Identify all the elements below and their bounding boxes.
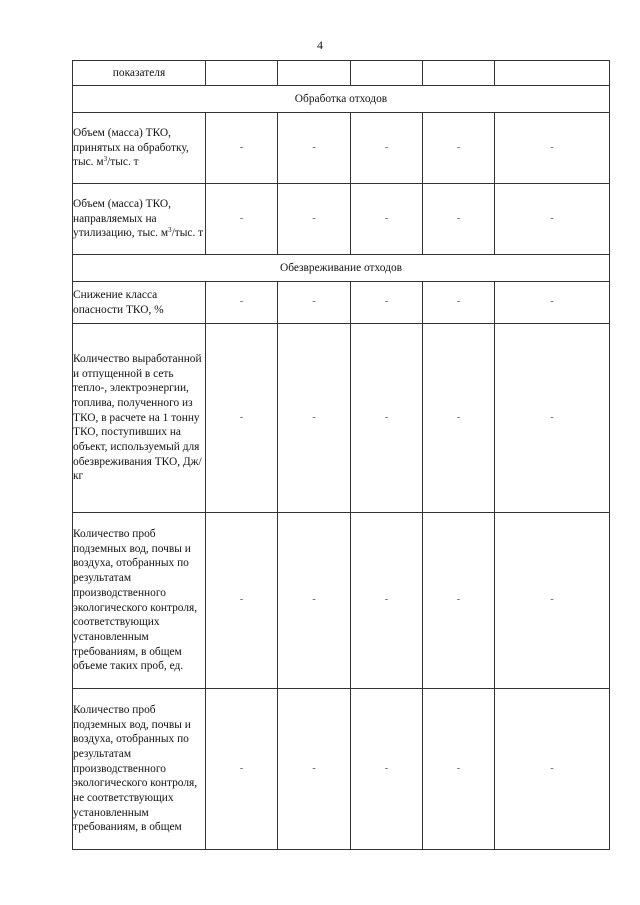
- row-label: Количество проб подземных вод, почвы и воздуха, отобранных по результатам производственного экологического контроля, соответствующих установленным требованиям, в общем объеме таких проб, ед.: [73, 513, 206, 689]
- value-cell: -: [351, 184, 423, 255]
- value-cell: -: [278, 113, 351, 184]
- section-title-processing: Обработка отходов: [73, 86, 610, 113]
- indicators-table: [72, 60, 610, 850]
- row-label: Количество выработанной и отпущенной в сеть тепло-, электроэнергии, топлива, полученного из ТКО, в расчете на 1 тонну ТКО, поступивших на объект, используемый для обезвреживания ТКО, Дж/кг: [73, 324, 206, 513]
- value-cell: -: [206, 184, 278, 255]
- row-label: Объем (масса) ТКО, принятых на обработку, тыс. $м^3$/тыс. т: [73, 113, 206, 184]
- value-cell: -: [206, 282, 278, 324]
- value-cell: -: [423, 282, 495, 324]
- table-header-row: [73, 61, 610, 86]
- value-cell: -: [278, 324, 351, 513]
- header-cell: [423, 61, 495, 86]
- value-cell: -: [278, 513, 351, 689]
- table-row: [73, 282, 610, 324]
- row-label: Количество проб подземных вод, почвы и воздуха, отобранных по результатам производственного экологического контроля, не соответствующих установленным требованиям, в общем: [73, 689, 206, 850]
- row-label: Объем (масса) ТКО, направляемых на утилизацию, тыс. $м^3$/тыс. т: [73, 184, 206, 255]
- row-label: Снижение класса опасности ТКО, %: [73, 282, 206, 324]
- value-cell: -: [351, 689, 423, 850]
- page-number: 4: [317, 38, 323, 52]
- value-cell: -: [278, 282, 351, 324]
- section-row: [73, 255, 610, 282]
- header-cell: [351, 61, 423, 86]
- value-cell: -: [351, 513, 423, 689]
- value-cell: -: [495, 113, 610, 184]
- value-cell: -: [351, 113, 423, 184]
- value-cell: -: [495, 689, 610, 850]
- table-row: [73, 184, 610, 255]
- section-row: [73, 86, 610, 113]
- value-cell: -: [423, 689, 495, 850]
- value-cell: -: [206, 513, 278, 689]
- header-label-cell: показателя: [73, 61, 206, 86]
- table-row: [73, 513, 610, 689]
- header-cell: [495, 61, 610, 86]
- value-cell: -: [423, 113, 495, 184]
- value-cell: -: [423, 184, 495, 255]
- value-cell: -: [495, 282, 610, 324]
- value-cell: -: [495, 324, 610, 513]
- table-row: [73, 113, 610, 184]
- value-cell: -: [351, 282, 423, 324]
- value-cell: -: [423, 513, 495, 689]
- value-cell: -: [495, 513, 610, 689]
- value-cell: -: [423, 324, 495, 513]
- value-cell: -: [206, 113, 278, 184]
- section-title-neutralization: Обезвреживание отходов: [73, 255, 610, 282]
- value-cell: -: [278, 689, 351, 850]
- value-cell: -: [278, 184, 351, 255]
- value-cell: -: [351, 324, 423, 513]
- header-cell: [278, 61, 351, 86]
- value-cell: -: [206, 689, 278, 850]
- value-cell: -: [206, 324, 278, 513]
- table-row: [73, 689, 610, 850]
- table-row: [73, 324, 610, 513]
- value-cell: -: [495, 184, 610, 255]
- header-cell: [206, 61, 278, 86]
